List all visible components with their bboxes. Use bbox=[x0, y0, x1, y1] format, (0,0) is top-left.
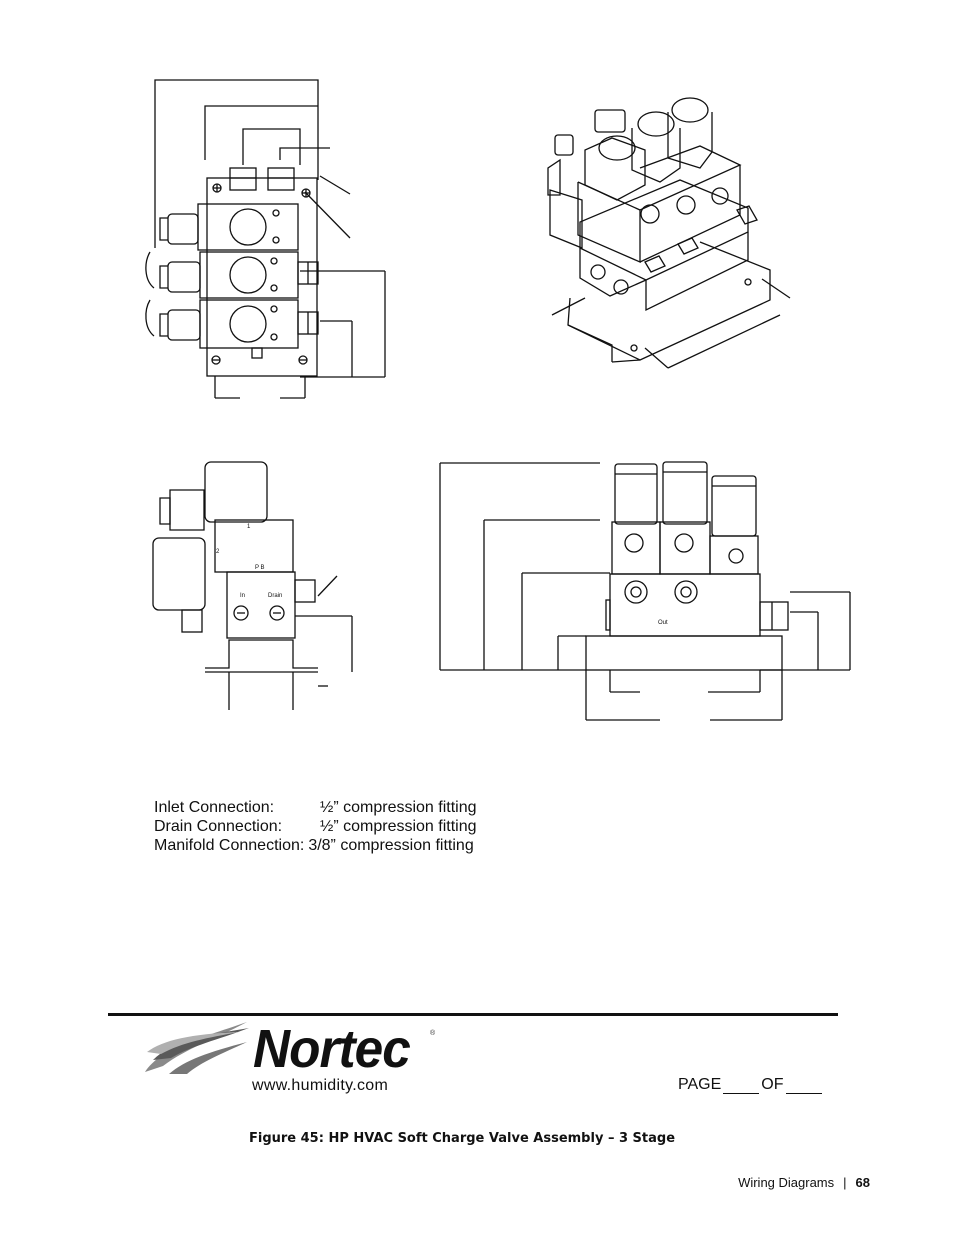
nortec-swoosh-icon bbox=[143, 1018, 251, 1076]
spec-label: Inlet Connection: bbox=[154, 799, 275, 816]
footer-separator: | bbox=[843, 1175, 847, 1190]
spec-label: Drain Connection: bbox=[154, 818, 283, 835]
port-label-1: 1 bbox=[247, 524, 251, 530]
spec-value: ½” compression fitting bbox=[320, 818, 477, 835]
side-view bbox=[153, 462, 352, 710]
brand-logotype: Nortec bbox=[253, 1019, 410, 1079]
registered-mark: ® bbox=[430, 1030, 436, 1037]
website-url: www.humidity.com bbox=[252, 1077, 389, 1094]
footer-section: Wiring Diagrams bbox=[738, 1175, 835, 1190]
port-label-2: 2 bbox=[216, 549, 220, 555]
spec-label: Manifold Connection: bbox=[154, 837, 305, 854]
spec-row-drain bbox=[154, 817, 477, 836]
front-view bbox=[440, 462, 850, 720]
drain-port-label: Drain bbox=[268, 593, 283, 599]
outlet-port-label: Out bbox=[658, 620, 668, 626]
spec-value: ½” compression fitting bbox=[320, 799, 477, 816]
top-view bbox=[146, 80, 385, 398]
spec-row-inlet bbox=[154, 798, 477, 817]
spec-row-manifold bbox=[154, 836, 477, 855]
page-label: PAGE bbox=[678, 1076, 722, 1093]
isometric-view bbox=[548, 98, 790, 368]
of-blank bbox=[786, 1079, 822, 1094]
footer-divider bbox=[108, 1013, 838, 1016]
of-label: OF bbox=[761, 1076, 784, 1093]
port-label-p-b: P B bbox=[255, 565, 265, 571]
figure-caption: Figure 45: HP HVAC Soft Charge Valve Assembly – 3 Stage bbox=[248, 1131, 676, 1146]
page-footer bbox=[738, 1175, 870, 1190]
inlet-port-label: In bbox=[240, 593, 246, 599]
page-blank bbox=[723, 1079, 759, 1094]
spec-value: 3/8” compression fitting bbox=[308, 837, 474, 854]
page-of-field bbox=[678, 1076, 824, 1094]
page-number: 68 bbox=[855, 1175, 870, 1190]
connection-specs bbox=[154, 798, 477, 855]
